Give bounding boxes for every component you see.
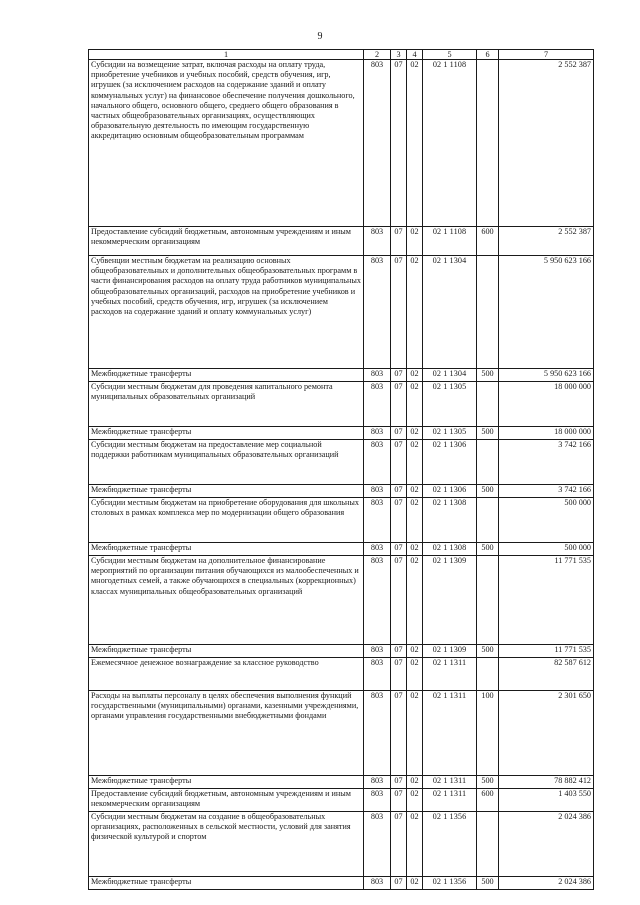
- row-ved-code: 803: [364, 369, 391, 382]
- row-expense-type: 500: [477, 877, 499, 890]
- table-row: [89, 812, 594, 877]
- row-name: Межбюджетные трансферты: [89, 645, 364, 658]
- row-name: Субсидии на возмещение затрат, включая расходы на оплату труда, приобретение учебников и учебных пособий, средств обучения, игр, игрушек (за исключением расходов на содержание зданий и оплату коммунальных услуг) на финансовое обеспечение получения дошкольного, начального общего, основного общего, среднего общего образования в частных общеобразовательных организациях, осуществляющих образовательную деятельность по имеющим государственную аккредитацию основным общеобразовательным программам: [89, 60, 364, 227]
- row-name: Межбюджетные трансферты: [89, 369, 364, 382]
- budget-table: [88, 49, 594, 890]
- row-expense-type: [477, 440, 499, 485]
- row-section-code: 07: [391, 60, 407, 227]
- row-name: Субсидии местным бюджетам на предоставление мер социальной поддержки работникам муниципальных образовательных организаций: [89, 440, 364, 485]
- row-target-article: 02 1 1311: [423, 789, 477, 812]
- row-ved-code: 803: [364, 227, 391, 256]
- row-expense-type: 500: [477, 369, 499, 382]
- row-ved-code: 803: [364, 658, 391, 691]
- row-ved-code: 803: [364, 776, 391, 789]
- row-ved-code: 803: [364, 543, 391, 556]
- header-row: [89, 50, 594, 60]
- table-row: [89, 382, 594, 427]
- row-ved-code: 803: [364, 440, 391, 485]
- row-name: Межбюджетные трансферты: [89, 776, 364, 789]
- row-target-article: 02 1 1108: [423, 60, 477, 227]
- table-row: [89, 440, 594, 485]
- header-col-3: 3: [391, 50, 407, 60]
- row-target-article: 02 1 1304: [423, 256, 477, 369]
- row-name: Субвенции местным бюджетам на реализацию основных общеобразовательных и дополнительных общеобразовательных программ в части финансирования расходов на оплату труда работников муниципальных общеобразовательных организаций, расходов на приобретение учебников и учебных пособий, средств обучения, игр, игрушек (за исключением расходов на содержание зданий и оплату коммунальных услуг): [89, 256, 364, 369]
- header-col-1: 1: [89, 50, 364, 60]
- row-subsection-code: 02: [407, 645, 423, 658]
- table-row: [89, 60, 594, 227]
- row-ved-code: 803: [364, 498, 391, 543]
- row-expense-type: 600: [477, 789, 499, 812]
- row-expense-type: 500: [477, 485, 499, 498]
- row-subsection-code: 02: [407, 369, 423, 382]
- row-expense-type: [477, 498, 499, 543]
- row-ved-code: 803: [364, 645, 391, 658]
- row-amount: 5 950 623 166: [499, 256, 594, 369]
- row-target-article: 02 1 1309: [423, 556, 477, 645]
- row-expense-type: 500: [477, 543, 499, 556]
- header-col-7: 7: [499, 50, 594, 60]
- row-expense-type: 100: [477, 691, 499, 776]
- row-expense-type: [477, 60, 499, 227]
- page-number: 9: [317, 31, 323, 42]
- row-name: Межбюджетные трансферты: [89, 485, 364, 498]
- row-ved-code: 803: [364, 60, 391, 227]
- row-target-article: 02 1 1309: [423, 645, 477, 658]
- table-row: [89, 789, 594, 812]
- row-amount: 2 552 387: [499, 227, 594, 256]
- row-target-article: 02 1 1304: [423, 369, 477, 382]
- table-row: [89, 256, 594, 369]
- table-row: [89, 556, 594, 645]
- row-name: Предоставление субсидий бюджетным, автономным учреждениям и иным некоммерческим организациям: [89, 227, 364, 256]
- row-target-article: 02 1 1306: [423, 485, 477, 498]
- header-col-2: 2: [364, 50, 391, 60]
- row-amount: 78 882 412: [499, 776, 594, 789]
- row-target-article: 02 1 1311: [423, 776, 477, 789]
- row-target-article: 02 1 1356: [423, 812, 477, 877]
- row-subsection-code: 02: [407, 658, 423, 691]
- row-ved-code: 803: [364, 556, 391, 645]
- row-target-article: 02 1 1306: [423, 440, 477, 485]
- row-section-code: 07: [391, 645, 407, 658]
- row-subsection-code: 02: [407, 789, 423, 812]
- row-subsection-code: 02: [407, 776, 423, 789]
- row-ved-code: 803: [364, 691, 391, 776]
- table-row: [89, 498, 594, 543]
- table-row: [89, 369, 594, 382]
- row-target-article: 02 1 1308: [423, 498, 477, 543]
- row-section-code: 07: [391, 776, 407, 789]
- row-section-code: 07: [391, 543, 407, 556]
- row-section-code: 07: [391, 440, 407, 485]
- row-name: Межбюджетные трансферты: [89, 427, 364, 440]
- row-target-article: 02 1 1305: [423, 427, 477, 440]
- table-row: [89, 877, 594, 890]
- row-section-code: 07: [391, 877, 407, 890]
- row-target-article: 02 1 1311: [423, 691, 477, 776]
- row-name: Субсидии местным бюджетам на приобретение оборудования для школьных столовых в рамках комплекса мер по модернизации общего образования: [89, 498, 364, 543]
- row-subsection-code: 02: [407, 556, 423, 645]
- row-expense-type: 500: [477, 645, 499, 658]
- row-ved-code: 803: [364, 485, 391, 498]
- row-subsection-code: 02: [407, 227, 423, 256]
- row-name: Расходы на выплаты персоналу в целях обеспечения выполнения функций государственными (муниципальными) органами, казенными учреждениями, органами управления государственными внебюджетными фондами: [89, 691, 364, 776]
- row-expense-type: [477, 658, 499, 691]
- table-row: [89, 227, 594, 256]
- row-amount: 11 771 535: [499, 645, 594, 658]
- row-target-article: 02 1 1308: [423, 543, 477, 556]
- row-section-code: 07: [391, 789, 407, 812]
- row-subsection-code: 02: [407, 498, 423, 543]
- row-subsection-code: 02: [407, 256, 423, 369]
- row-subsection-code: 02: [407, 877, 423, 890]
- row-amount: 3 742 166: [499, 485, 594, 498]
- row-ved-code: 803: [364, 382, 391, 427]
- row-expense-type: [477, 812, 499, 877]
- row-target-article: 02 1 1305: [423, 382, 477, 427]
- row-expense-type: 600: [477, 227, 499, 256]
- row-section-code: 07: [391, 812, 407, 877]
- row-ved-code: 803: [364, 812, 391, 877]
- row-amount: 2 024 386: [499, 877, 594, 890]
- row-amount: 18 000 000: [499, 382, 594, 427]
- table-row: [89, 645, 594, 658]
- row-section-code: 07: [391, 369, 407, 382]
- row-subsection-code: 02: [407, 427, 423, 440]
- row-amount: 2 552 387: [499, 60, 594, 227]
- row-subsection-code: 02: [407, 543, 423, 556]
- row-ved-code: 803: [364, 877, 391, 890]
- row-amount: 2 301 650: [499, 691, 594, 776]
- row-name: Субсидии местным бюджетам на создание в общеобразовательных организациях, расположенных в сельской местности, условий для занятия физической культурой и спортом: [89, 812, 364, 877]
- table-row: [89, 658, 594, 691]
- row-subsection-code: 02: [407, 382, 423, 427]
- header-col-5: 5: [423, 50, 477, 60]
- row-section-code: 07: [391, 658, 407, 691]
- row-subsection-code: 02: [407, 485, 423, 498]
- row-ved-code: 803: [364, 256, 391, 369]
- row-section-code: 07: [391, 256, 407, 369]
- row-subsection-code: 02: [407, 691, 423, 776]
- row-name: Предоставление субсидий бюджетным, автономным учреждениям и иным некоммерческим организациям: [89, 789, 364, 812]
- row-amount: 18 000 000: [499, 427, 594, 440]
- row-section-code: 07: [391, 427, 407, 440]
- row-target-article: 02 1 1311: [423, 658, 477, 691]
- row-section-code: 07: [391, 485, 407, 498]
- row-expense-type: 500: [477, 427, 499, 440]
- table-row: [89, 427, 594, 440]
- table-row: [89, 485, 594, 498]
- row-subsection-code: 02: [407, 440, 423, 485]
- row-subsection-code: 02: [407, 60, 423, 227]
- row-name: Межбюджетные трансферты: [89, 877, 364, 890]
- header-col-4: 4: [407, 50, 423, 60]
- table-body: [89, 60, 594, 890]
- row-subsection-code: 02: [407, 812, 423, 877]
- row-name: Субсидии местным бюджетам для проведения капитального ремонта муниципальных образовательных организаций: [89, 382, 364, 427]
- row-amount: 82 587 612: [499, 658, 594, 691]
- row-section-code: 07: [391, 382, 407, 427]
- row-name: Субсидии местным бюджетам на дополнительное финансирование мероприятий по организации питания обучающихся из малообеспеченных и многодетных семей, а также обучающихся в специальных (коррекционных) классах муниципальных общеобразовательных организаций: [89, 556, 364, 645]
- row-section-code: 07: [391, 227, 407, 256]
- row-name: Ежемесячное денежное вознаграждение за классное руководство: [89, 658, 364, 691]
- row-expense-type: 500: [477, 776, 499, 789]
- row-ved-code: 803: [364, 789, 391, 812]
- row-expense-type: [477, 256, 499, 369]
- row-amount: 1 403 550: [499, 789, 594, 812]
- row-amount: 500 000: [499, 498, 594, 543]
- table-row: [89, 691, 594, 776]
- row-amount: 5 950 623 166: [499, 369, 594, 382]
- row-amount: 3 742 166: [499, 440, 594, 485]
- row-ved-code: 803: [364, 427, 391, 440]
- row-amount: 11 771 535: [499, 556, 594, 645]
- row-name: Межбюджетные трансферты: [89, 543, 364, 556]
- header-col-6: 6: [477, 50, 499, 60]
- row-amount: 2 024 386: [499, 812, 594, 877]
- row-target-article: 02 1 1108: [423, 227, 477, 256]
- row-target-article: 02 1 1356: [423, 877, 477, 890]
- row-expense-type: [477, 382, 499, 427]
- row-section-code: 07: [391, 556, 407, 645]
- row-section-code: 07: [391, 691, 407, 776]
- table-row: [89, 543, 594, 556]
- row-amount: 500 000: [499, 543, 594, 556]
- table-row: [89, 776, 594, 789]
- row-expense-type: [477, 556, 499, 645]
- row-section-code: 07: [391, 498, 407, 543]
